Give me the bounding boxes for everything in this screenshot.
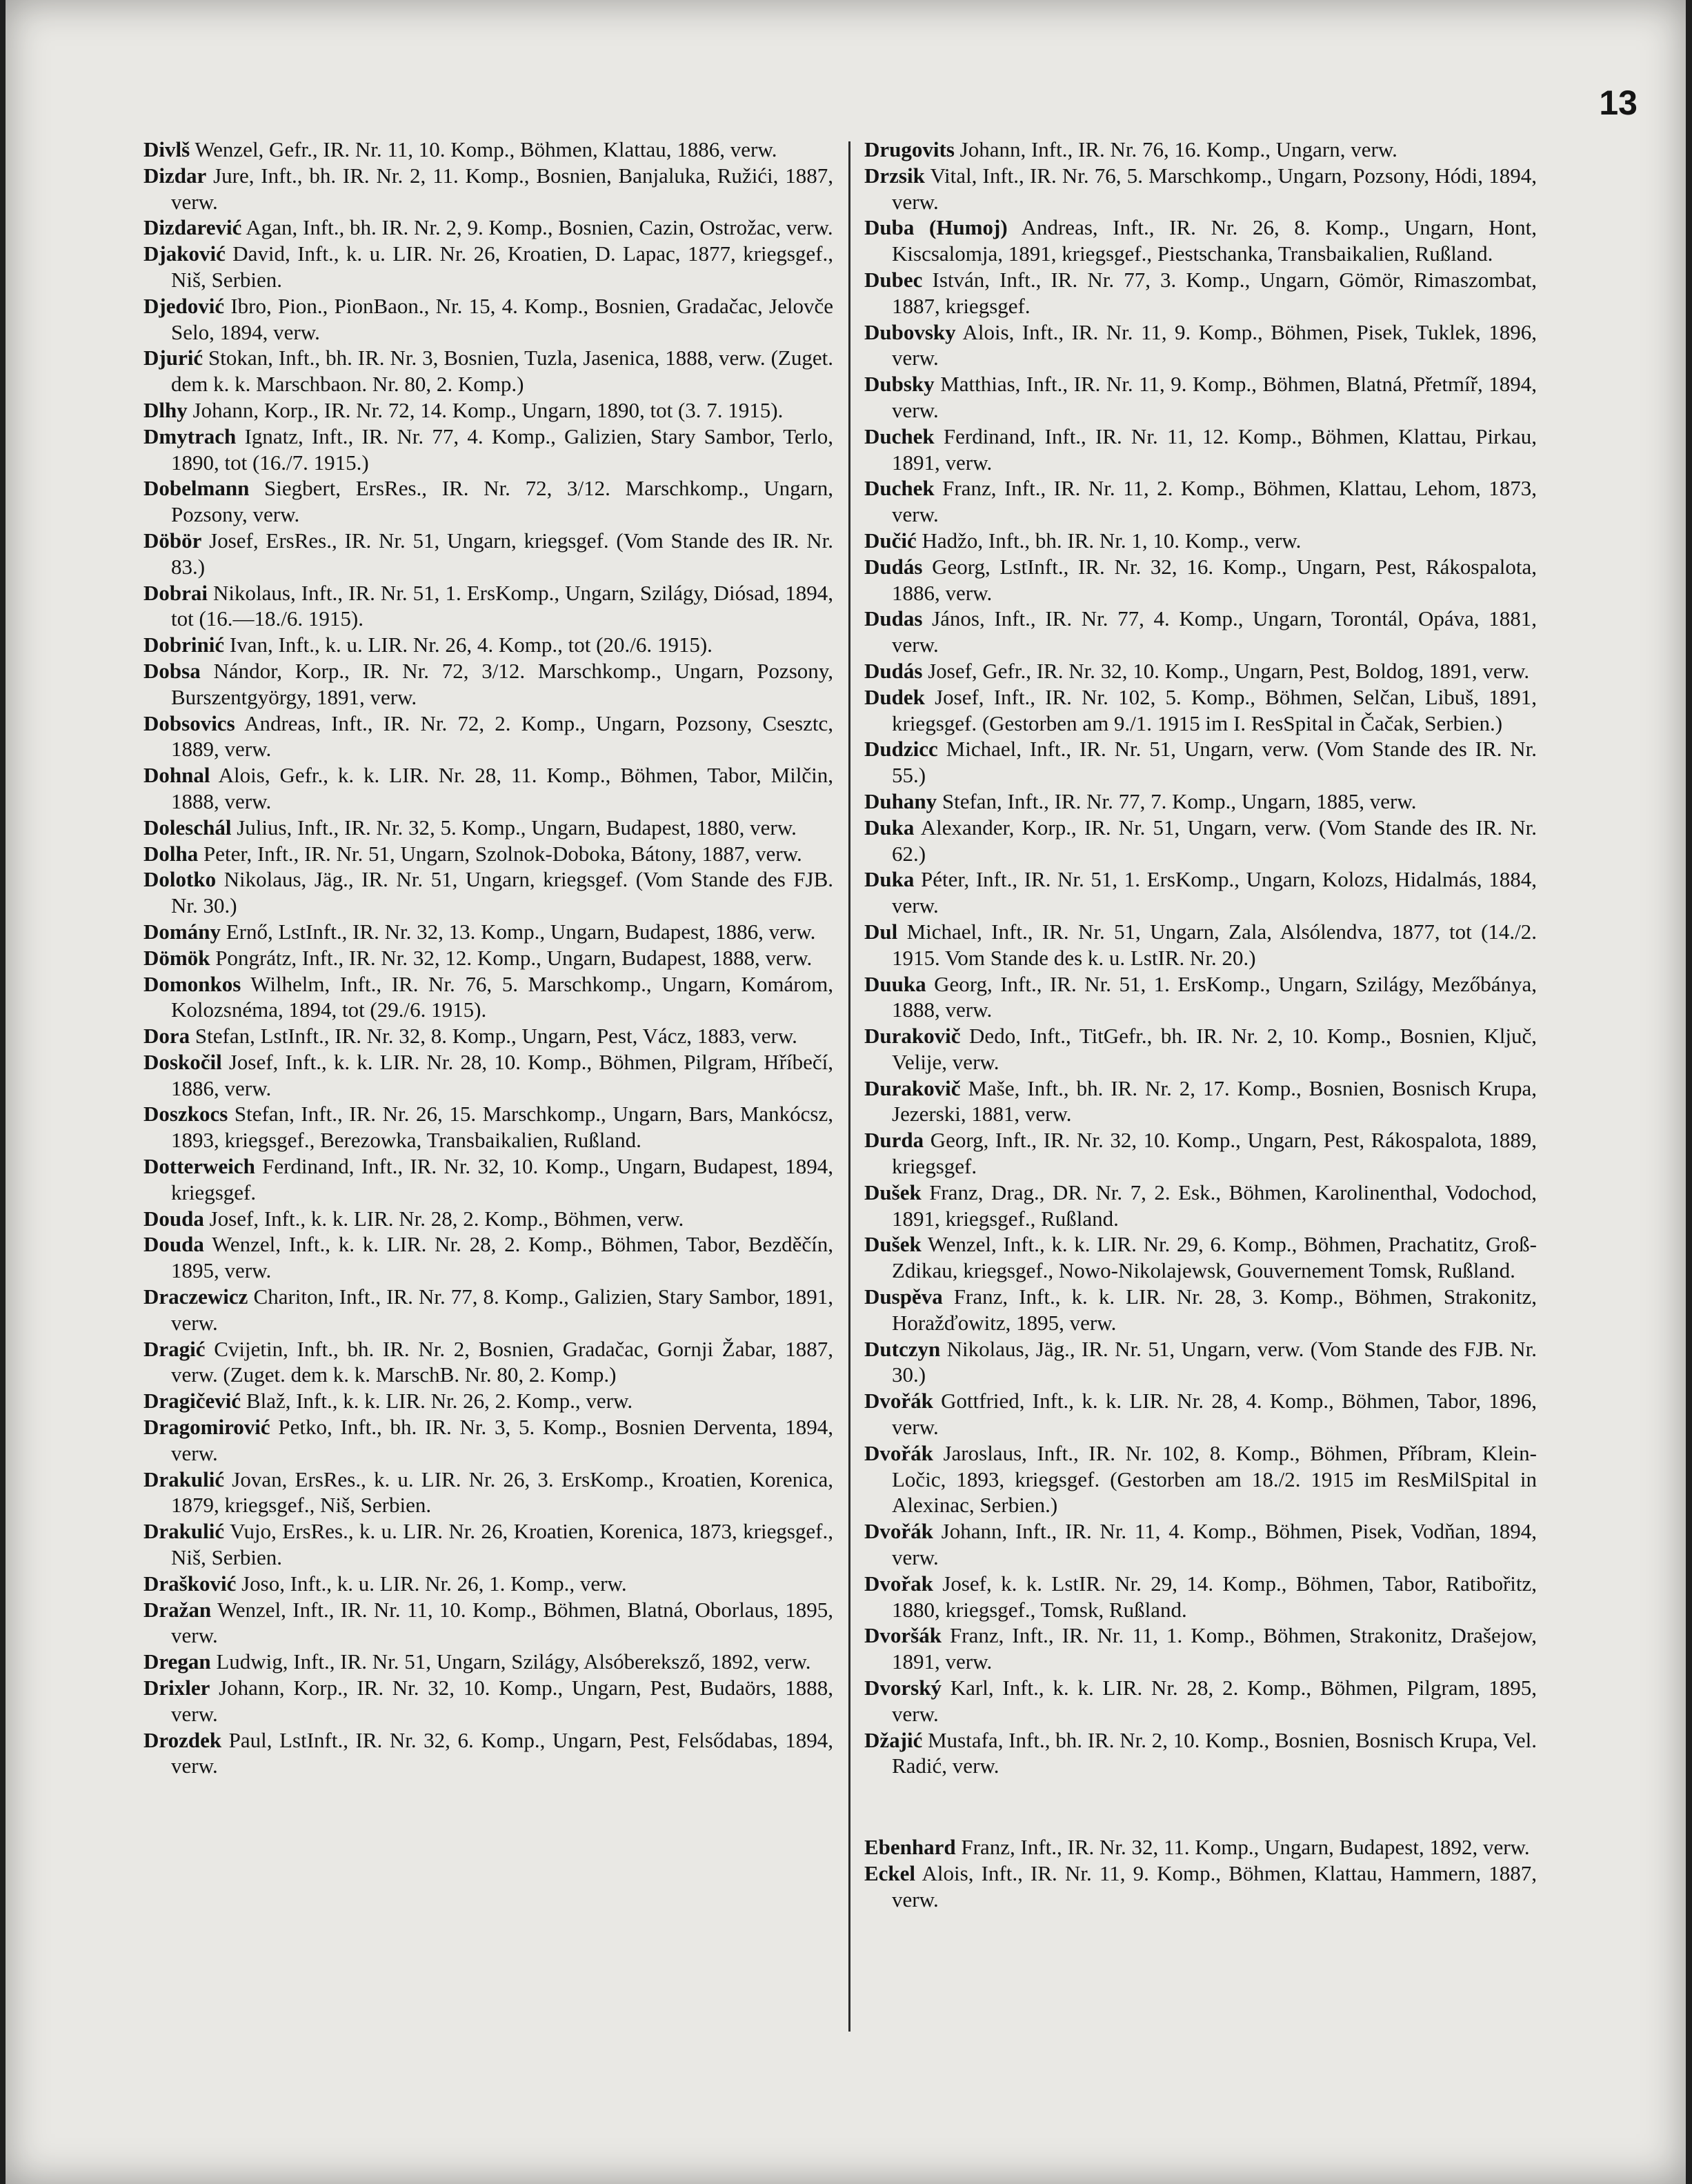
entry-surname: Dolotko	[143, 867, 217, 892]
register-entry	[143, 1414, 833, 1467]
entry-details: Peter, Inft., IR. Nr. 51, Ungarn, Szolnok-Doboka, Bátony, 1887, verw.	[203, 841, 802, 866]
register-entry	[143, 632, 833, 658]
entry-surname: Dudás	[864, 658, 923, 683]
register-entry	[143, 163, 833, 215]
entry-details: Johann, Korp., IR. Nr. 72, 14. Komp., Ungarn, 1890, tot (3. 7. 1915).	[192, 397, 784, 422]
register-entry	[864, 788, 1537, 815]
entry-details: Stefan, Inft., IR. Nr. 77, 7. Komp., Ungarn, 1885, verw.	[942, 788, 1417, 813]
entry-surname: Dregan	[143, 1649, 211, 1674]
register-entry	[143, 1518, 833, 1571]
entry-surname: Dudas	[864, 606, 923, 631]
entry-details: Josef, Gefr., IR. Nr. 32, 10. Komp., Ungarn, Pest, Boldog, 1891, verw.	[928, 658, 1530, 683]
register-entry	[143, 475, 833, 528]
entry-details: Josef, ErsRes., IR. Nr. 51, Ungarn, kriegsgef. (Vom Stande des IR. Nr. 83.)	[171, 528, 834, 579]
register-entry	[143, 528, 833, 580]
register-entry	[864, 163, 1537, 215]
register-entry	[864, 1231, 1537, 1284]
entry-surname: Durda	[864, 1128, 924, 1153]
entry-surname: Dvořák	[864, 1519, 933, 1544]
entry-surname: Duchek	[864, 424, 935, 448]
register-entry	[864, 684, 1537, 737]
entry-details: Andreas, Inft., IR. Nr. 72, 2. Komp., Ungarn, Pozsony, Csesztc, 1889, verw.	[171, 711, 833, 762]
register-entry	[864, 1518, 1537, 1571]
entry-details: Franz, Inft., IR. Nr. 11, 1. Komp., Böhmen, Strakonitz, Drašejow, 1891, verw.	[892, 1623, 1537, 1674]
entry-surname: Dragić	[143, 1336, 206, 1361]
entry-details: Andreas, Inft., IR. Nr. 26, 8. Komp., Ungarn, Hont, Kiscsalomja, 1891, kriegsgef., Piestschanka, Transbaikalien, Rußland.	[892, 215, 1537, 266]
entry-surname: Divlš	[143, 137, 190, 161]
entry-details: Jaroslaus, Inft., IR. Nr. 102, 8. Komp., Böhmen, Příbram, Klein-Ločic, 1893, kriegsgef. (Gestorben am 18./2. 1915 im ResMilSpital in Alexinac, Serbien.)	[892, 1440, 1537, 1518]
register-entry	[864, 215, 1537, 267]
entry-surname: Dubec	[864, 267, 923, 292]
entry-surname: Ebenhard	[864, 1835, 956, 1860]
register-entry	[143, 1467, 833, 1519]
register-entry	[864, 919, 1537, 971]
entry-details: Pongrátz, Inft., IR. Nr. 32, 12. Komp., Ungarn, Budapest, 1888, verw.	[215, 945, 813, 970]
register-page	[6, 0, 1686, 2184]
entry-surname: Dömök	[143, 945, 210, 970]
entry-surname: Douda	[143, 1206, 204, 1231]
entry-details: Vital, Inft., IR. Nr. 76, 5. Marschkomp., Ungarn, Pozsony, Hódi, 1894, verw.	[892, 163, 1537, 214]
entry-surname: Džajić	[864, 1727, 923, 1752]
entry-surname: Domonkos	[143, 971, 241, 996]
register-entry	[864, 1834, 1537, 1860]
entry-surname: Döbör	[143, 528, 202, 553]
entry-details: Dedo, Inft., TitGefr., bh. IR. Nr. 2, 10. Komp., Bosnien, Ključ, Velije, verw.	[892, 1024, 1537, 1074]
register-entry	[864, 866, 1537, 919]
entry-details: Nikolaus, Inft., IR. Nr. 51, 1. ErsKomp., Ungarn, Szilágy, Diósad, 1894, tot (16.—18./6. 1915).	[171, 580, 833, 631]
entry-details: Chariton, Inft., IR. Nr. 77, 8. Komp., Galizien, Stary Sambor, 1891, verw.	[171, 1284, 833, 1335]
register-entry	[143, 1649, 833, 1675]
register-entry	[864, 1284, 1537, 1336]
register-entry	[143, 866, 833, 919]
entry-surname: Duba (Humoj)	[864, 215, 1008, 240]
entry-surname: Dotterweich	[143, 1154, 255, 1179]
entry-details: Wenzel, Inft., IR. Nr. 11, 10. Komp., Böhmen, Blatná, Oborlaus, 1895, verw.	[171, 1597, 833, 1648]
register-entry	[864, 971, 1537, 1024]
entry-surname: Dvořák	[864, 1440, 933, 1465]
entry-details: Wenzel, Inft., k. k. LIR. Nr. 29, 6. Komp., Böhmen, Prachatitz, Groß-Zdikau, kriegsgef., Nowo-Nikolajewsk, Gouvernement Tomsk, Rußland.	[892, 1232, 1537, 1283]
register-entry	[143, 580, 833, 633]
register-entry	[864, 1727, 1537, 1780]
entry-surname: Durakovič	[864, 1024, 961, 1049]
entry-details: Petko, Inft., bh. IR. Nr. 3, 5. Komp., Bosnien Derventa, 1894, verw.	[171, 1415, 833, 1465]
entry-surname: Duspěva	[864, 1284, 943, 1309]
entry-surname: Draczewicz	[143, 1284, 248, 1309]
entry-details: Nándor, Korp., IR. Nr. 72, 3/12. Marschkomp., Ungarn, Pozsony, Burszentgyörgy, 1891, verw.	[171, 658, 833, 709]
entry-surname: Djurić	[143, 346, 203, 370]
register-entry	[143, 1231, 833, 1284]
entry-surname: Drixler	[143, 1676, 210, 1700]
column-divider	[848, 141, 850, 2032]
entry-details: Franz, Inft., k. k. LIR. Nr. 28, 3. Komp., Böhmen, Strakonitz, Horažďowitz, 1895, verw.	[892, 1284, 1537, 1335]
entry-details: Ignatz, Inft., IR. Nr. 77, 4. Komp., Galizien, Stary Sambor, Terlo, 1890, tot (16./7. 1915.)	[171, 424, 834, 475]
register-entry	[864, 528, 1537, 554]
entry-surname: Drozdek	[143, 1727, 222, 1752]
entry-surname: Dlhy	[143, 397, 188, 422]
register-entry	[864, 371, 1537, 424]
right-column	[864, 137, 1537, 1913]
register-entry	[143, 762, 833, 815]
register-entry	[143, 1597, 833, 1649]
entry-details: István, Inft., IR. Nr. 77, 3. Komp., Ungarn, Gömör, Rimaszombat, 1887, kriegsgef.	[892, 267, 1537, 318]
entry-surname: Eckel	[864, 1861, 916, 1885]
register-entry	[143, 345, 833, 397]
entry-surname: Doszkocs	[143, 1102, 228, 1126]
entry-details: Johann, Korp., IR. Nr. 32, 10. Komp., Ungarn, Pest, Budaörs, 1888, verw.	[171, 1676, 833, 1726]
entry-surname: Djaković	[143, 241, 226, 266]
entry-surname: Drzsik	[864, 163, 925, 188]
register-entry	[143, 1153, 833, 1206]
entry-details: Ludwig, Inft., IR. Nr. 51, Ungarn, Szilágy, Alsóbereksző, 1892, verw.	[216, 1649, 811, 1674]
entry-surname: Dmytrach	[143, 424, 237, 448]
entry-surname: Drakulić	[143, 1519, 225, 1544]
entry-surname: Duhany	[864, 788, 937, 813]
register-entry	[143, 293, 833, 346]
register-entry	[864, 658, 1537, 684]
entry-surname: Dutczyn	[864, 1336, 941, 1361]
entry-details: Franz, Drag., DR. Nr. 7, 2. Esk., Böhmen, Karolinenthal, Vodochod, 1891, kriegsgef., Rußland.	[892, 1180, 1537, 1231]
left-column	[143, 137, 833, 1779]
entry-surname: Duka	[864, 867, 915, 892]
entry-surname: Dudzicc	[864, 737, 938, 762]
register-entry	[864, 1440, 1537, 1518]
register-entry	[864, 1675, 1537, 1727]
register-entry	[864, 424, 1537, 476]
entry-surname: Drakulić	[143, 1467, 225, 1491]
register-entry	[864, 736, 1537, 788]
entry-details: Blaž, Inft., k. k. LIR. Nr. 26, 2. Komp., verw.	[246, 1389, 633, 1413]
register-entry	[143, 1284, 833, 1336]
entry-details: Georg, LstInft., IR. Nr. 32, 16. Komp., Ungarn, Pest, Rákospalota, 1886, verw.	[892, 554, 1537, 605]
register-entry	[143, 397, 833, 424]
entry-surname: Dizdar	[143, 163, 207, 188]
entry-details: János, Inft., IR. Nr. 77, 4. Komp., Ungarn, Torontál, Opáva, 1881, verw.	[892, 606, 1537, 657]
register-entry	[864, 1180, 1537, 1232]
entry-surname: Dudek	[864, 684, 925, 709]
entry-details: Stefan, LstInft., IR. Nr. 32, 8. Komp., Ungarn, Pest, Vácz, 1883, verw.	[195, 1024, 797, 1049]
register-entry	[864, 1075, 1537, 1128]
entry-details: Karl, Inft., k. k. LIR. Nr. 28, 2. Komp., Böhmen, Pilgram, 1895, verw.	[892, 1676, 1537, 1726]
entry-details: Nikolaus, Jäg., IR. Nr. 51, Ungarn, kriegsgef. (Vom Stande des FJB. Nr. 30.)	[171, 867, 834, 918]
entry-details: Jovan, ErsRes., k. u. LIR. Nr. 26, 3. ErsKomp., Kroatien, Korenica, 1879, kriegsgef., Niš, Serbien.	[171, 1467, 833, 1518]
entry-surname: Dizdarević	[143, 215, 242, 240]
entry-surname: Dudás	[864, 554, 923, 579]
register-entry	[143, 137, 833, 163]
register-entry	[864, 815, 1537, 867]
entry-surname: Dvorský	[864, 1676, 942, 1700]
entry-details: Paul, LstInft., IR. Nr. 32, 6. Komp., Ungarn, Pest, Felsődabas, 1894, verw.	[171, 1727, 834, 1778]
entry-surname: Dvořák	[864, 1389, 933, 1413]
entry-details: Alois, Inft., IR. Nr. 11, 9. Komp., Böhmen, Klattau, Hammern, 1887, verw.	[892, 1861, 1537, 1912]
register-entry	[864, 606, 1537, 658]
entry-details: Gottfried, Inft., k. k. LIR. Nr. 28, 4. Komp., Böhmen, Tabor, 1896, verw.	[892, 1389, 1537, 1440]
entry-details: Ferdinand, Inft., IR. Nr. 32, 10. Komp., Ungarn, Budapest, 1894, kriegsgef.	[171, 1154, 834, 1204]
entry-surname: Dul	[864, 919, 898, 944]
register-entry	[864, 319, 1537, 372]
register-entry	[864, 1622, 1537, 1675]
entry-details: Georg, Inft., IR. Nr. 32, 10. Komp., Ungarn, Pest, Rákospalota, 1889, kriegsgef.	[892, 1128, 1537, 1179]
entry-details: Alexander, Korp., IR. Nr. 51, Ungarn, verw. (Vom Stande des IR. Nr. 62.)	[892, 815, 1537, 866]
entry-details: Josef, Inft., k. k. LIR. Nr. 28, 2. Komp., Böhmen, verw.	[209, 1206, 684, 1231]
register-entry	[143, 815, 833, 841]
register-entry	[864, 1571, 1537, 1623]
entry-surname: Dubsky	[864, 372, 935, 397]
entry-details: Ferdinand, Inft., IR. Nr. 11, 12. Komp., Böhmen, Klattau, Pirkau, 1891, verw.	[892, 424, 1537, 475]
entry-surname: Dora	[143, 1024, 190, 1049]
register-entry	[864, 554, 1537, 606]
entry-surname: Duuka	[864, 971, 926, 996]
register-entry	[864, 1336, 1537, 1389]
entry-details: Wenzel, Gefr., IR. Nr. 11, 10. Komp., Böhmen, Klattau, 1886, verw.	[195, 137, 777, 161]
entry-details: Matthias, Inft., IR. Nr. 11, 9. Komp., Böhmen, Blatná, Přetmíř, 1894, verw.	[892, 372, 1537, 422]
register-entry	[143, 658, 833, 711]
register-entry	[143, 1049, 833, 1102]
entry-details: Cvijetin, Inft., bh. IR. Nr. 2, Bosnien, Gradačac, Gornji Žabar, 1887, verw. (Zuget. dem k. k. MarschB. Nr. 80, 2. Komp.)	[171, 1336, 833, 1387]
entry-details: Wilhelm, Inft., IR. Nr. 76, 5. Marschkomp., Ungarn, Komárom, Kolozsnéma, 1894, tot (29./6. 1915).	[171, 971, 833, 1022]
entry-details: Stefan, Inft., IR. Nr. 26, 15. Marschkomp., Ungarn, Bars, Mankócsz, 1893, kriegsgef., Berezowka, Transbaikalien, Rußland.	[171, 1102, 833, 1153]
entry-details: Franz, Inft., IR. Nr. 11, 2. Komp., Böhmen, Klattau, Lehom, 1873, verw.	[892, 476, 1537, 527]
entry-surname: Dubovsky	[864, 319, 956, 344]
register-entry	[143, 1727, 833, 1780]
entry-details: Michael, Inft., IR. Nr. 51, Ungarn, verw. (Vom Stande des IR. Nr. 55.)	[892, 737, 1537, 788]
entry-surname: Dvoršák	[864, 1623, 942, 1648]
entry-details: Vujo, ErsRes., k. u. LIR. Nr. 26, Kroatien, Korenica, 1873, kriegsgef., Niš, Serbien.	[171, 1519, 833, 1570]
entry-details: Johann, Inft., IR. Nr. 76, 16. Komp., Ungarn, verw.	[959, 137, 1397, 161]
entry-surname: Dražan	[143, 1597, 212, 1622]
entry-details: Georg, Inft., IR. Nr. 51, 1. ErsKomp., Ungarn, Szilágy, Mezőbánya, 1888, verw.	[892, 971, 1537, 1022]
register-entry	[143, 1388, 833, 1414]
entry-details: Michael, Inft., IR. Nr. 51, Ungarn, Zala, Alsólendva, 1877, tot (14./2. 1915. Vom Stande des k. u. LstIR. Nr. 20.)	[892, 919, 1537, 970]
entry-details: Siegbert, ErsRes., IR. Nr. 72, 3/12. Marschkomp., Ungarn, Pozsony, verw.	[171, 476, 834, 527]
entry-details: Ernő, LstInft., IR. Nr. 32, 13. Komp., Ungarn, Budapest, 1886, verw.	[226, 919, 816, 944]
entry-surname: Doleschál	[143, 815, 232, 840]
entry-surname: Douda	[143, 1232, 204, 1257]
entry-details: Péter, Inft., IR. Nr. 51, 1. ErsKomp., Ungarn, Kolozs, Hidalmás, 1884, verw.	[892, 867, 1537, 918]
entry-details: Hadžo, Inft., bh. IR. Nr. 1, 10. Komp., verw.	[922, 528, 1302, 553]
register-entry	[143, 1023, 833, 1049]
entry-surname: Dučić	[864, 528, 917, 553]
entry-details: David, Inft., k. u. LIR. Nr. 26, Kroatien, D. Lapac, 1877, kriegsgef., Niš, Serbien.	[171, 241, 834, 292]
entry-details: Mustafa, Inft., bh. IR. Nr. 2, 10. Komp., Bosnien, Bosnisch Krupa, Vel. Radić, verw.	[892, 1727, 1537, 1778]
register-entry	[143, 1336, 833, 1389]
entry-details: Wenzel, Inft., k. k. LIR. Nr. 28, 2. Komp., Böhmen, Tabor, Bezděčín, 1895, verw.	[171, 1232, 833, 1283]
register-entry	[143, 971, 833, 1024]
entry-details: Maše, Inft., bh. IR. Nr. 2, 17. Komp., Bosnien, Bosnisch Krupa, Jezerski, 1881, verw.	[892, 1075, 1537, 1126]
entry-details: Agan, Inft., bh. IR. Nr. 2, 9. Komp., Bosnien, Cazin, Ostrožac, verw.	[246, 215, 833, 240]
entry-details: Josef, k. k. LstIR. Nr. 29, 14. Komp., Böhmen, Tabor, Ratibořitz, 1880, kriegsgef., Tomsk, Rußland.	[892, 1571, 1537, 1622]
entry-details: Alois, Gefr., k. k. LIR. Nr. 28, 11. Komp., Böhmen, Tabor, Milčin, 1888, verw.	[171, 763, 834, 813]
register-entry	[143, 945, 833, 971]
entry-details: Ivan, Inft., k. u. LIR. Nr. 26, 4. Komp., tot (20./6. 1915).	[229, 633, 713, 657]
page-number: 13	[1599, 83, 1638, 122]
entry-surname: Dobrai	[143, 580, 208, 605]
entry-surname: Doskočil	[143, 1049, 222, 1074]
register-entry	[864, 137, 1537, 163]
register-entry	[143, 711, 833, 763]
register-entry	[143, 241, 833, 293]
register-entry	[864, 475, 1537, 528]
entry-surname: Dobelmann	[143, 476, 250, 501]
entry-surname: Dragičević	[143, 1389, 241, 1413]
register-entry	[864, 267, 1537, 319]
entry-surname: Dušek	[864, 1232, 922, 1257]
entry-details: Ibro, Pion., PionBaon., Nr. 15, 4. Komp., Bosnien, Gradačac, Jelovče Selo, 1894, verw.	[171, 293, 834, 344]
entry-surname: Duka	[864, 815, 915, 840]
entry-surname: Domány	[143, 919, 221, 944]
entry-details: Joso, Inft., k. u. LIR. Nr. 26, 1. Komp., verw.	[241, 1571, 627, 1596]
entry-surname: Duchek	[864, 476, 935, 501]
entry-surname: Dobsa	[143, 658, 201, 683]
entry-details: Julius, Inft., IR. Nr. 32, 5. Komp., Ungarn, Budapest, 1880, verw.	[237, 815, 797, 840]
entry-surname: Dobrinić	[143, 633, 225, 657]
register-entry	[143, 1675, 833, 1727]
entry-details: Alois, Inft., IR. Nr. 11, 9. Komp., Böhmen, Pisek, Tuklek, 1896, verw.	[892, 319, 1537, 370]
register-entry	[864, 1860, 1537, 1913]
entry-details: Jure, Inft., bh. IR. Nr. 2, 11. Komp., Bosnien, Banjaluka, Ružići, 1887, verw.	[171, 163, 833, 214]
register-entry	[864, 1127, 1537, 1180]
entry-surname: Drugovits	[864, 137, 955, 161]
entry-surname: Dušek	[864, 1180, 922, 1204]
entry-details: Josef, Inft., k. k. LIR. Nr. 28, 10. Komp., Böhmen, Pilgram, Hříbečí, 1886, verw.	[171, 1049, 834, 1100]
entry-surname: Durakovič	[864, 1075, 961, 1100]
entry-details: Nikolaus, Jäg., IR. Nr. 51, Ungarn, verw. (Vom Stande des FJB. Nr. 30.)	[892, 1336, 1537, 1387]
register-entry	[864, 1023, 1537, 1075]
register-entry	[143, 841, 833, 867]
register-entry	[143, 1571, 833, 1597]
register-entry	[864, 1388, 1537, 1440]
register-entry	[143, 424, 833, 476]
entry-surname: Dvořak	[864, 1571, 933, 1596]
entry-details: Josef, Inft., IR. Nr. 102, 5. Komp., Böhmen, Selčan, Libuš, 1891, kriegsgef. (Gestorben am 9./1. 1915 im I. ResSpital in Čačak, Serbien.)	[892, 684, 1537, 735]
entry-surname: Djedović	[143, 293, 225, 318]
entry-details: Stokan, Inft., bh. IR. Nr. 3, Bosnien, Tuzla, Jasenica, 1888, verw. (Zuget. dem k. k. Marschbaon. Nr. 80, 2. Komp.)	[171, 346, 833, 397]
entry-surname: Dragomirović	[143, 1415, 270, 1440]
register-entry	[143, 215, 833, 241]
register-entry	[143, 1206, 833, 1232]
entry-surname: Dobsovics	[143, 711, 235, 735]
entry-details: Franz, Inft., IR. Nr. 32, 11. Komp., Ungarn, Budapest, 1892, verw.	[961, 1835, 1530, 1860]
register-entry	[143, 1101, 833, 1153]
entry-surname: Drašković	[143, 1571, 237, 1596]
entry-details: Johann, Inft., IR. Nr. 11, 4. Komp., Böhmen, Pisek, Vodňan, 1894, verw.	[892, 1519, 1537, 1570]
entry-surname: Dolha	[143, 841, 199, 866]
entry-surname: Dohnal	[143, 763, 210, 788]
register-entry	[143, 919, 833, 945]
